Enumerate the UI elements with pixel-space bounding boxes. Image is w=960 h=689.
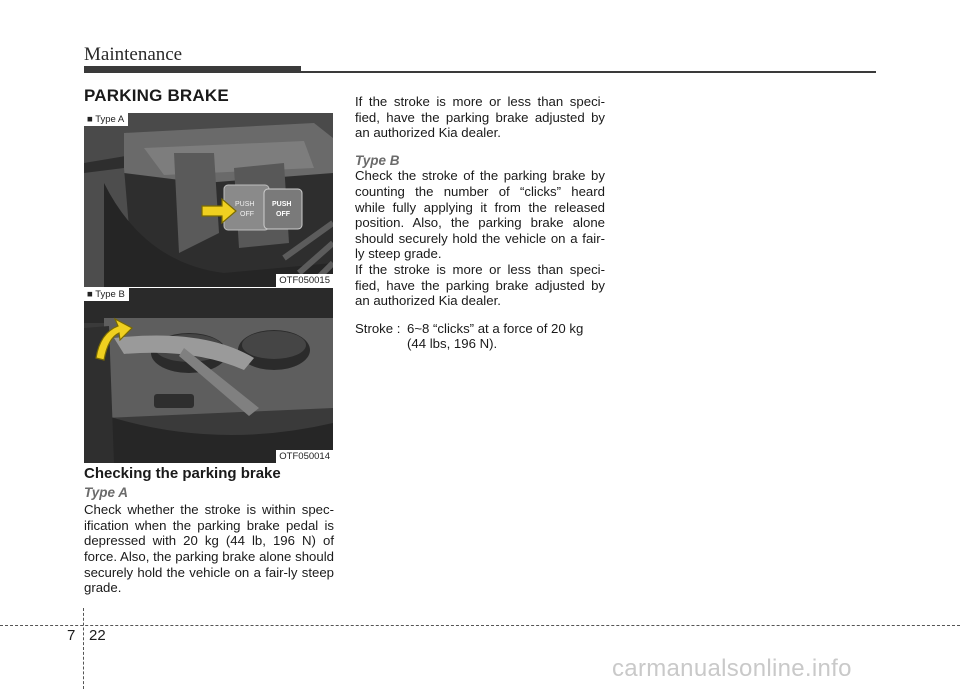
- footer-rule: [0, 625, 960, 626]
- header-section-title: Maintenance: [84, 44, 183, 65]
- pedal-off-text-a: OFF: [240, 211, 254, 218]
- type-a-label: Type A: [84, 484, 129, 500]
- chapter-number: 7: [67, 627, 76, 644]
- figure-code-b: OTF050014: [276, 450, 333, 463]
- stroke-value-line-1: 6~8 “clicks” at a force of 20 kg: [407, 320, 584, 336]
- figure-tag-type-b: ■ Type B: [84, 288, 129, 301]
- right-column: [355, 94, 605, 352]
- figure-code-a: OTF050015: [276, 274, 333, 287]
- stroke-value-line-2: (44 lbs, 196 N).: [407, 336, 498, 352]
- pedal-off-text-b: OFF: [276, 211, 290, 218]
- section-heading: Checking the parking brake: [84, 465, 281, 482]
- parking-brake-pedal-illustration: [84, 113, 333, 287]
- type-a-paragraph: Check whether the stroke is within spec-ification when the parking brake pedal is depressed with 20 kg (44 lb, 196 N) of force. Also, the parking brake alone should securely hold the vehicle on a fair-ly steep grade.: [84, 502, 334, 596]
- parking-brake-lever-illustration: [84, 288, 333, 463]
- type-a-continued-paragraph: If the stroke is more or less than speci-fied, have the parking brake adjusted by an authorized Kia dealer.: [355, 94, 605, 141]
- type-b-label: Type B: [355, 152, 400, 168]
- pedal-push-text-b: PUSH: [272, 201, 292, 208]
- figure-tag-type-a: ■ Type A: [84, 113, 128, 126]
- stroke-value: [407, 321, 605, 352]
- figure-type-a: [84, 113, 333, 287]
- type-b-paragraph: Check the stroke of the parking brake by counting the number of “clicks” heard while fully applying it from the released position. Also, the parking brake alone should securely hold the vehicle on a fair-ly steep grade.: [355, 168, 605, 262]
- header-rule-thick: [84, 66, 301, 73]
- watermark: carmanualsonline.info: [612, 655, 852, 682]
- type-b-continued-paragraph: If the stroke is more or less than speci-fied, have the parking brake adjusted by an authorized Kia dealer.: [355, 261, 605, 309]
- pedal-push-text-a: PUSH: [235, 201, 255, 208]
- stroke-spec: [355, 321, 605, 352]
- stroke-label: Stroke :: [355, 320, 401, 336]
- page-number: 22: [89, 627, 106, 644]
- footer-vertical-rule: [83, 608, 84, 689]
- page-title: PARKING BRAKE: [84, 86, 229, 105]
- header-rule-thin: [301, 71, 876, 73]
- left-column: [84, 466, 334, 596]
- figure-type-b: [84, 288, 333, 463]
